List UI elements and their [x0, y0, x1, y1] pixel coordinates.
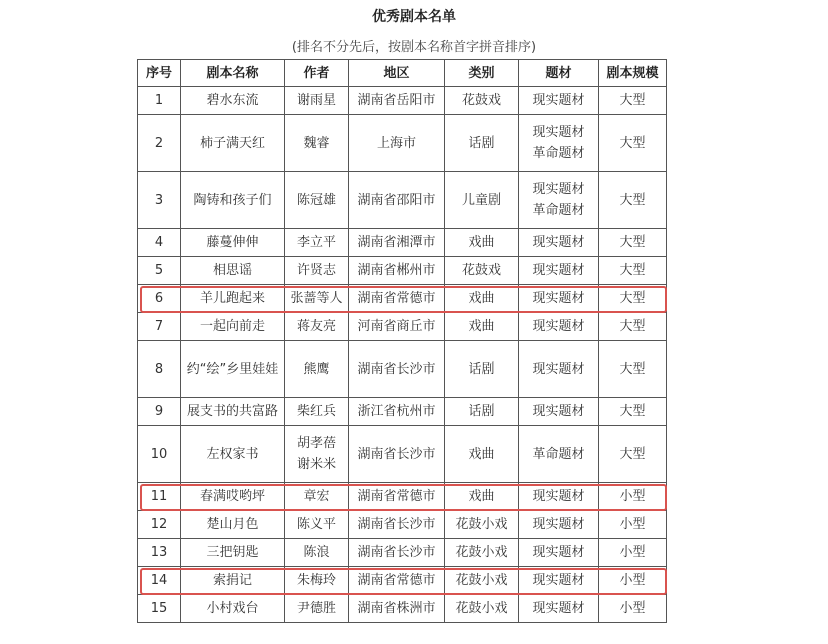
cell-no: 8: [138, 341, 181, 398]
cell-author: 柴红兵: [285, 398, 349, 426]
cell-name: 索捐记: [181, 567, 285, 595]
table-row: [138, 426, 667, 483]
cell-category: 花鼓小戏: [445, 595, 519, 623]
cell-name: 三把钥匙: [181, 539, 285, 567]
cell-theme: 现实题材: [519, 285, 599, 313]
cell-scale: 大型: [599, 229, 667, 257]
cell-scale: 大型: [599, 87, 667, 115]
cell-theme: 现实题材: [519, 595, 599, 623]
cell-author: 朱梅玲: [285, 567, 349, 595]
cell-author: 胡孝蓓 谢米米: [285, 426, 349, 483]
cell-theme: 现实题材: [519, 341, 599, 398]
cell-name: 楚山月色: [181, 511, 285, 539]
table-row: [138, 87, 667, 115]
cell-no: 6: [138, 285, 181, 313]
cell-category: 花鼓小戏: [445, 511, 519, 539]
cell-theme: 现实题材: [519, 483, 599, 511]
header-no: 序号: [138, 60, 181, 87]
cell-theme: 现实题材 革命题材: [519, 115, 599, 172]
cell-author: 谢雨星: [285, 87, 349, 115]
table-row: [138, 567, 667, 595]
cell-category: 话剧: [445, 115, 519, 172]
cell-name: 陶铸和孩子们: [181, 172, 285, 229]
cell-no: 5: [138, 257, 181, 285]
table-row: [138, 229, 667, 257]
table-row: [138, 115, 667, 172]
cell-category: 话剧: [445, 341, 519, 398]
cell-no: 7: [138, 313, 181, 341]
cell-theme: 革命题材: [519, 426, 599, 483]
cell-scale: 大型: [599, 257, 667, 285]
cell-author: 蒋友亮: [285, 313, 349, 341]
cell-region: 河南省商丘市: [349, 313, 445, 341]
cell-scale: 小型: [599, 483, 667, 511]
cell-category: 花鼓小戏: [445, 567, 519, 595]
cell-author: 陈冠雄: [285, 172, 349, 229]
cell-no: 2: [138, 115, 181, 172]
table-row: [138, 511, 667, 539]
cell-region: 湖南省常德市: [349, 567, 445, 595]
cell-no: 10: [138, 426, 181, 483]
cell-category: 戏曲: [445, 483, 519, 511]
header-scale: 剧本规模: [599, 60, 667, 87]
cell-scale: 大型: [599, 285, 667, 313]
cell-author: 许贤志: [285, 257, 349, 285]
cell-category: 戏曲: [445, 285, 519, 313]
cell-region: 浙江省杭州市: [349, 398, 445, 426]
cell-category: 花鼓小戏: [445, 539, 519, 567]
header-author: 作者: [285, 60, 349, 87]
table-row: [138, 539, 667, 567]
cell-theme: 现实题材: [519, 87, 599, 115]
table-row: [138, 285, 667, 313]
cell-region: 湖南省长沙市: [349, 539, 445, 567]
cell-author: 陈义平: [285, 511, 349, 539]
table-row: [138, 341, 667, 398]
cell-scale: 大型: [599, 172, 667, 229]
cell-name: 相思谣: [181, 257, 285, 285]
cell-theme: 现实题材: [519, 313, 599, 341]
cell-name: 藤蔓伸伸: [181, 229, 285, 257]
cell-region: 湖南省邵阳市: [349, 172, 445, 229]
cell-author: 熊鹰: [285, 341, 349, 398]
cell-theme: 现实题材: [519, 567, 599, 595]
cell-no: 4: [138, 229, 181, 257]
cell-region: 湖南省常德市: [349, 483, 445, 511]
header-region: 地区: [349, 60, 445, 87]
cell-region: 上海市: [349, 115, 445, 172]
cell-no: 3: [138, 172, 181, 229]
cell-region: 湖南省岳阳市: [349, 87, 445, 115]
cell-name: 春满哎哟坪: [181, 483, 285, 511]
cell-no: 14: [138, 567, 181, 595]
cell-name: 约“绘”乡里娃娃: [181, 341, 285, 398]
cell-theme: 现实题材 革命题材: [519, 172, 599, 229]
table-row: [138, 313, 667, 341]
cell-category: 戏曲: [445, 229, 519, 257]
cell-name: 羊儿跑起来: [181, 285, 285, 313]
cell-author: 魏睿: [285, 115, 349, 172]
cell-no: 9: [138, 398, 181, 426]
cell-category: 戏曲: [445, 313, 519, 341]
cell-region: 湖南省长沙市: [349, 511, 445, 539]
table-row: [138, 483, 667, 511]
cell-scale: 大型: [599, 313, 667, 341]
cell-theme: 现实题材: [519, 398, 599, 426]
cell-scale: 小型: [599, 511, 667, 539]
cell-region: 湖南省长沙市: [349, 341, 445, 398]
cell-author: 章宏: [285, 483, 349, 511]
cell-category: 花鼓戏: [445, 87, 519, 115]
cell-no: 1: [138, 87, 181, 115]
table-header-row: [138, 60, 667, 87]
cell-no: 12: [138, 511, 181, 539]
cell-scale: 大型: [599, 341, 667, 398]
cell-author: 李立平: [285, 229, 349, 257]
cell-name: 碧水东流: [181, 87, 285, 115]
header-name: 剧本名称: [181, 60, 285, 87]
header-theme: 题材: [519, 60, 599, 87]
page-title: 优秀剧本名单: [372, 9, 456, 25]
cell-scale: 小型: [599, 567, 667, 595]
header-category: 类别: [445, 60, 519, 87]
cell-no: 13: [138, 539, 181, 567]
table-row: [138, 172, 667, 229]
cell-author: 陈浪: [285, 539, 349, 567]
cell-category: 儿童剧: [445, 172, 519, 229]
cell-name: 小村戏台: [181, 595, 285, 623]
cell-scale: 大型: [599, 115, 667, 172]
cell-name: 展支书的共富路: [181, 398, 285, 426]
cell-region: 湖南省株洲市: [349, 595, 445, 623]
table-row: [138, 257, 667, 285]
cell-category: 花鼓戏: [445, 257, 519, 285]
cell-scale: 小型: [599, 595, 667, 623]
cell-theme: 现实题材: [519, 257, 599, 285]
script-list-table: [137, 59, 667, 623]
cell-name: 左权家书: [181, 426, 285, 483]
cell-no: 15: [138, 595, 181, 623]
cell-category: 戏曲: [445, 426, 519, 483]
cell-theme: 现实题材: [519, 539, 599, 567]
cell-region: 湖南省湘潭市: [349, 229, 445, 257]
table-row: [138, 595, 667, 623]
cell-region: 湖南省常德市: [349, 285, 445, 313]
cell-theme: 现实题材: [519, 511, 599, 539]
cell-region: 湖南省郴州市: [349, 257, 445, 285]
cell-region: 湖南省长沙市: [349, 426, 445, 483]
cell-scale: 大型: [599, 398, 667, 426]
cell-category: 话剧: [445, 398, 519, 426]
cell-scale: 大型: [599, 426, 667, 483]
cell-author: 张蔷等人: [285, 285, 349, 313]
cell-theme: 现实题材: [519, 229, 599, 257]
cell-name: 一起向前走: [181, 313, 285, 341]
cell-scale: 小型: [599, 539, 667, 567]
table-row: [138, 398, 667, 426]
cell-author: 尹德胜: [285, 595, 349, 623]
cell-no: 11: [138, 483, 181, 511]
cell-name: 柿子满天红: [181, 115, 285, 172]
page-subtitle: (排名不分先后，按剧本名称首字拼音排序): [291, 40, 537, 55]
